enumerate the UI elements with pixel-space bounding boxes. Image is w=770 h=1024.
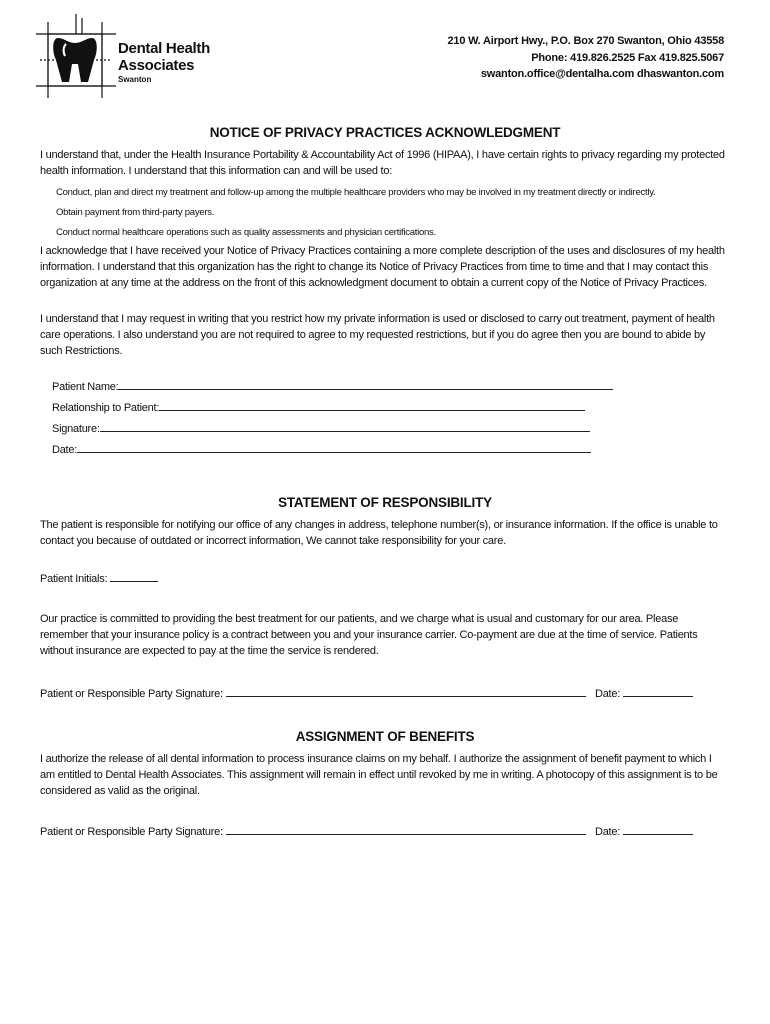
benefits-heading: ASSIGNMENT OF BENEFITS bbox=[295, 729, 475, 744]
relationship-label: Relationship to Patient: bbox=[52, 402, 160, 414]
practice-logo bbox=[36, 14, 226, 104]
logo-name-line1: Dental Health bbox=[118, 40, 210, 57]
patient-initials-line[interactable] bbox=[110, 571, 158, 582]
patient-initials-field[interactable] bbox=[40, 571, 158, 585]
signature-label: Signature: bbox=[52, 423, 100, 435]
responsibility-heading: STATEMENT OF RESPONSIBILITY bbox=[278, 495, 492, 510]
patient-name-label: Patient Name: bbox=[52, 381, 119, 393]
responsibility-commitment-text: Our practice is committed to providing the best treatment for our patients, and we charge what is usual and customary for our area. Please remember that your insurance policy is a contract between you and your insurance carrier. Co-payment are due at the time of service. Patients without insurance are expected to pay at the time the service is rendered. bbox=[40, 613, 698, 657]
benefits-signature-label: Patient or Responsible Party Signature: bbox=[40, 826, 223, 838]
privacy-intro: I understand that, under the Health Insurance Portability & Accountability Act of 1996 (HIPAA), I have certain rights to privacy regarding my protected health information. I understand that this information can and will be used to: bbox=[40, 149, 725, 177]
date-field[interactable] bbox=[52, 442, 591, 456]
responsibility-signature-line[interactable] bbox=[226, 686, 586, 697]
responsibility-date-field[interactable] bbox=[595, 686, 693, 700]
tooth-logo-icon bbox=[36, 14, 116, 104]
email-line: swanton.office@dentalha.com dhaswanton.com bbox=[480, 68, 724, 80]
patient-name-line[interactable] bbox=[118, 379, 613, 390]
privacy-use-item: Conduct, plan and direct my treatment and follow-up among the multiple healthcare providers who may be involved in my treatment directly or indirectly. bbox=[56, 187, 656, 198]
privacy-use-item: Obtain payment from third-party payers. bbox=[56, 207, 215, 218]
benefits-signature-line[interactable] bbox=[226, 824, 586, 835]
benefits-date-field[interactable] bbox=[595, 824, 693, 838]
privacy-acknowledgment-text: I acknowledge that I have received your Notice of Privacy Practices containing a more complete description of the uses and disclosures of my health information. I understand that this organization has the right to change its Notice of Privacy Practices from time to time and that I may contact this organization at any time at the address on the front of this acknowledgment document to obtain a current copy of the Notice of Privacy Practices. bbox=[40, 245, 725, 289]
signature-field[interactable] bbox=[52, 421, 590, 435]
date-label: Date: bbox=[52, 444, 78, 456]
date-line[interactable] bbox=[77, 442, 591, 453]
phone-line: Phone: 419.826.2525 Fax 419.825.5067 bbox=[531, 51, 724, 64]
signature-line[interactable] bbox=[100, 421, 590, 432]
responsibility-notify-text: The patient is responsible for notifying our office of any changes in address, telephone number(s), or insurance information. If the office is unable to contact you because of outdated or incorrect information, We cannot take responsibility for your care. bbox=[40, 519, 718, 547]
privacy-heading: NOTICE OF PRIVACY PRACTICES ACKNOWLEDGMENT bbox=[209, 125, 561, 140]
benefits-date-label: Date: bbox=[595, 826, 621, 838]
responsibility-date-line[interactable] bbox=[623, 686, 693, 697]
responsibility-signature-label: Patient or Responsible Party Signature: bbox=[40, 688, 223, 700]
benefits-signature-field[interactable] bbox=[40, 824, 586, 838]
responsibility-signature-field[interactable] bbox=[40, 686, 586, 700]
practice-address bbox=[447, 33, 724, 83]
patient-name-field[interactable] bbox=[52, 379, 613, 393]
privacy-use-item: Conduct normal healthcare operations such as quality assessments and physician certifications. bbox=[56, 227, 436, 238]
responsibility-date-label: Date: bbox=[595, 688, 621, 700]
benefits-text: I authorize the release of all dental information to process insurance claims on my behalf. I authorize the assignment of benefit payment to which I am entitled to Dental Health Associates. This assignment will remain in effect until revoked by me in writing. A photocopy of this assignment is to be considered as valid as the original. bbox=[40, 753, 718, 797]
patient-initials-label: Patient Initials: bbox=[40, 573, 108, 585]
benefits-date-line[interactable] bbox=[623, 824, 693, 835]
privacy-restriction-text: I understand that I may request in writing that you restrict how my private information is used or disclosed to carry out treatment, payment of health care operations. I also understand you are not required to agree to my requested restrictions, but if you do agree then you are bound to abide by such Restrictions. bbox=[40, 313, 715, 357]
logo-name-line2: Associates bbox=[118, 57, 195, 74]
relationship-field[interactable] bbox=[52, 400, 585, 414]
address-line: 210 W. Airport Hwy., P.O. Box 270 Swanton, Ohio 43558 bbox=[447, 35, 724, 47]
relationship-line[interactable] bbox=[159, 400, 585, 411]
logo-location: Swanton bbox=[118, 75, 152, 84]
